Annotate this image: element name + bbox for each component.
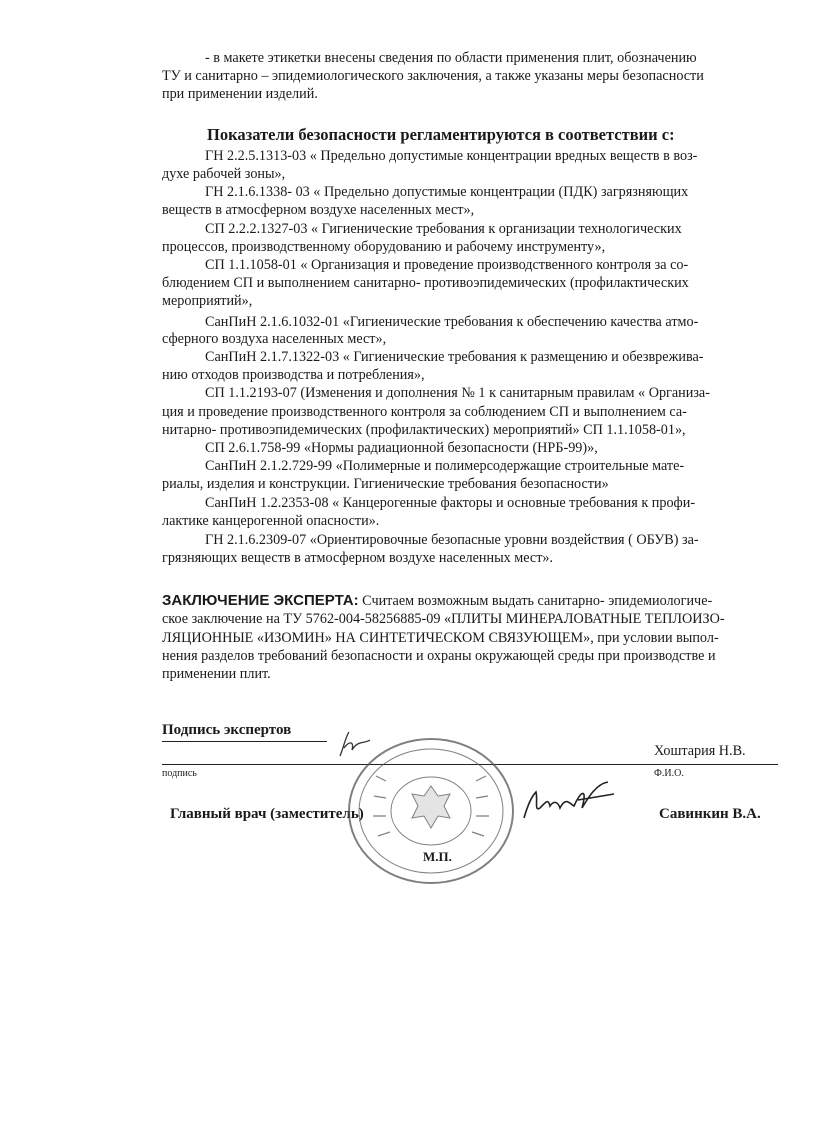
safety-line: сферного воздуха населенных мест»,	[162, 331, 387, 347]
safety-line: процессов, производственному оборудованию и рабочему инструменту»,	[162, 239, 606, 255]
safety-heading: Показатели безопасности регламентируются в соответствии с:	[207, 125, 675, 144]
name-caption: Ф.И.О.	[654, 768, 684, 779]
chief-doctor-name: Савинкин В.А.	[659, 806, 761, 822]
safety-line: ГН 2.1.6.1338- 03 « Предельно допустимые концентрации (ПДК) загрязняющих	[205, 184, 689, 200]
stamp-place-mark: М.П.	[423, 849, 452, 864]
conclusion-first-line	[162, 592, 712, 610]
safety-line: СП 2.6.1.758-99 «Нормы радиационной безопасности (НРБ-99)»,	[205, 440, 598, 456]
chief-doctor-title: Главный врач (заместитель)	[170, 806, 364, 822]
safety-line: риалы, изделия и конструкции. Гигиенические требования безопасности»	[162, 476, 609, 492]
signature-caption: подпись	[162, 768, 197, 779]
safety-line: мероприятий»,	[162, 293, 253, 309]
safety-line: СП 1.1.1058-01 « Организация и проведение производственного контроля за со-	[205, 257, 689, 273]
title-underline	[162, 741, 327, 742]
safety-line: нию отходов производства и потребления»,	[162, 367, 425, 383]
chief-handwritten-signature	[518, 778, 628, 828]
safety-line: блюдением СП и выполнением санитарно- противоэпидемических (профилактических	[162, 275, 689, 291]
safety-line: СанПиН 2.1.7.1322-03 « Гигиенические требования к размещению и обезврежива-	[205, 349, 704, 365]
safety-line: веществ в атмосферном воздухе населенных мест»,	[162, 202, 475, 218]
safety-line: СанПиН 2.1.6.1032-01 «Гигиенические требования к обеспечению качества атмо-	[205, 314, 699, 330]
expert-name: Хоштария Н.В.	[654, 743, 746, 759]
safety-line: духе рабочей зоны»,	[162, 166, 286, 182]
safety-line: ГН 2.2.5.1313-03 « Предельно допустимые концентрации вредных веществ в воз-	[205, 148, 698, 164]
safety-line: СанПиН 1.2.2353-08 « Канцерогенные факторы и основные требования к профи-	[205, 495, 696, 511]
conclusion-line: нения разделов требований безопасности и охраны окружающей среды при производстве и	[162, 648, 716, 664]
conclusion-label: ЗАКЛЮЧЕНИЕ ЭКСПЕРТА:	[162, 592, 359, 609]
safety-line: СП 2.2.2.1327-03 « Гигиенические требования к организации технологических	[205, 221, 682, 237]
safety-line: ГН 2.1.6.2309-07 «Ориентировочные безопасные уровни воздействия ( ОБУВ) за-	[205, 532, 699, 548]
safety-line: СанПиН 2.1.2.729-99 «Полимерные и полимерсодержащие строительные мате-	[205, 458, 685, 474]
experts-signature-title: Подпись экспертов	[162, 722, 292, 738]
safety-line: лактике канцерогенной опасности».	[162, 513, 380, 529]
conclusion-text: Считаем возможным выдать санитарно- эпидемиологиче-	[362, 593, 713, 609]
intro-line-3: при применении изделий.	[162, 86, 318, 102]
conclusion-line: ЛЯЦИОННЫЕ «ИЗОМИН» НА СИНТЕТИЧЕСКОМ СВЯЗУЮЩЕМ», при условии выпол-	[162, 630, 719, 646]
conclusion-line: ское заключение на ТУ 5762-004-58256885-09 «ПЛИТЫ МИНЕРАЛОВАТНЫЕ ТЕПЛОИЗО-	[162, 611, 725, 627]
intro-line-2: ТУ и санитарно – эпидемиологического заключения, а также указаны меры безопасности	[162, 68, 704, 84]
safety-line: нитарно- противоэпидемических (профилактических) мероприятий» СП 1.1.1058-01»,	[162, 422, 686, 438]
safety-line: ция и проведение производственного контроля за соблюдением СП и выполнением са-	[162, 404, 687, 420]
safety-line: СП 1.1.2193-07 (Изменения и дополнения № 1 к санитарным правилам « Организа-	[205, 385, 710, 401]
conclusion-line: применении плит.	[162, 666, 271, 682]
intro-line-1: - в макете этикетки внесены сведения по области применения плит, обозначению	[205, 50, 697, 66]
safety-line: грязняющих веществ в атмосферном воздухе населенных мест».	[162, 550, 554, 566]
